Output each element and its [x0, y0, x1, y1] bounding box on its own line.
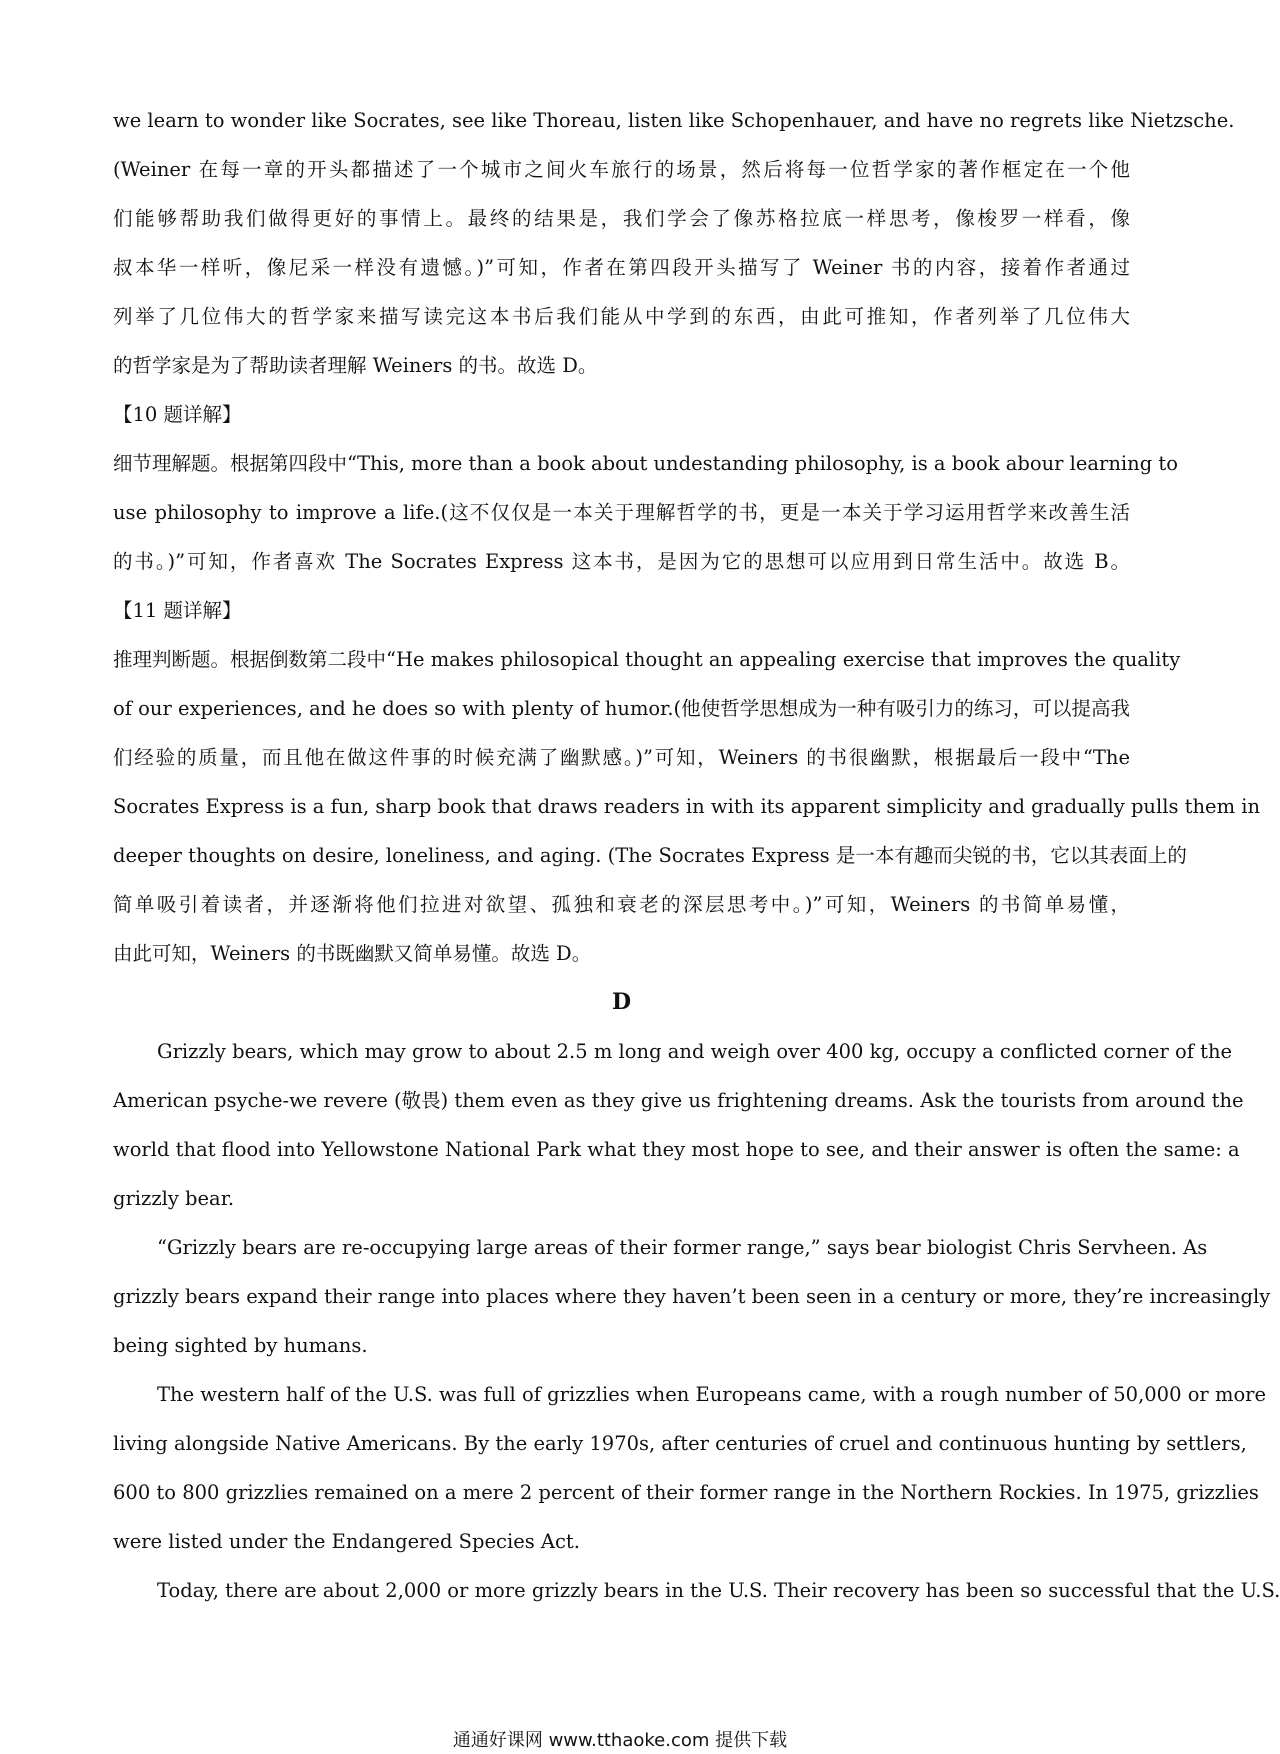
q11-heading: 【11 题详解】: [113, 599, 242, 622]
text-line: 列举了几位伟大的哲学家来描写读完这本书后我们能从中学到的东西，由此可推知，作者列举了几位伟大: [113, 305, 1130, 328]
text-line: grizzly bears expand their range into places where they haven’t been seen in a century or more, they’re increasingly: [113, 1285, 1271, 1308]
text-line: living alongside Native Americans. By the early 1970s, after centuries of cruel and continuous hunting by settlers,: [113, 1432, 1247, 1455]
text-line: 们能够帮助我们做得更好的事情上。最终的结果是，我们学会了像苏格拉底一样思考，像梭罗一样看，像: [113, 207, 1130, 230]
text-line: 推理判断题。根据倒数第二段中“He makes philosopical thought an appealing exercise that improves the quality: [113, 648, 1181, 671]
text-line: use philosophy to improve a life.(这不仅仅是一本关于理解哲学的书，更是一本关于学习运用哲学来改善生活: [113, 501, 1130, 524]
text-line: 由此可知，Weiners 的书既幽默又简单易懂。故选 D。: [113, 942, 592, 965]
text-line: we learn to wonder like Socrates, see like Thoreau, listen like Schopenhauer, and have no regrets like Nietzsche.: [113, 109, 1235, 132]
text-line: world that flood into Yellowstone National Park what they most hope to see, and their answer is often the same: a: [113, 1138, 1240, 1161]
text-line: American psyche-we revere (敬畏) them even as they give us frightening dreams. Ask the tourists from around the: [113, 1089, 1244, 1112]
document-page: [113, 96, 1280, 1615]
text-line: 600 to 800 grizzlies remained on a mere 2 percent of their former range in the Northern Rockies. In 1975, grizzlies: [113, 1481, 1259, 1504]
text-line: (Weiner 在每一章的开头都描述了一个城市之间火车旅行的场景，然后将每一位哲学家的著作框定在一个他: [113, 158, 1130, 181]
text-line: being sighted by humans.: [113, 1334, 368, 1357]
text-line: 简单吸引着读者，并逐渐将他们拉进对欲望、孤独和衰老的深层思考中。)”可知，Weiners 的书简单易懂，: [113, 893, 1130, 916]
text-line: 叔本华一样听，像尼采一样没有遗憾。)”可知，作者在第四段开头描写了 Weiner 书的内容，接着作者通过: [113, 256, 1130, 279]
text-line: The western half of the U.S. was full of grizzlies when Europeans came, with a rough number of 50,000 or more: [157, 1383, 1267, 1406]
text-line: “Grizzly bears are re-occupying large areas of their former range,” says bear biologist Chris Servheen. As: [157, 1236, 1208, 1259]
text-line: Socrates Express is a fun, sharp book that draws readers in with its apparent simplicity and gradually pulls them in: [113, 795, 1261, 818]
text-line: 们经验的质量，而且他在做这件事的时候充满了幽默感。)”可知，Weiners 的书很幽默，根据最后一段中“The: [113, 746, 1130, 769]
text-line: of our experiences, and he does so with plenty of humor.(他使哲学思想成为一种有吸引力的练习，可以提高我: [113, 697, 1130, 720]
text-line: deeper thoughts on desire, loneliness, and aging. (The Socrates Express 是一本有趣而尖锐的书，它以其表面上的: [113, 844, 1187, 867]
text-line: 的哲学家是为了帮助读者理解 Weiners 的书。故选 D。: [113, 354, 598, 377]
text-line: grizzly bear.: [113, 1187, 235, 1210]
section-title: D: [611, 989, 632, 1015]
page-footer: 通通好课网 www.tthaoke.com 提供下载: [452, 1730, 788, 1751]
text-line: Today, there are about 2,000 or more grizzly bears in the U.S. Their recovery has been so successful that the U.S.: [157, 1579, 1280, 1602]
text-line: 的书。)”可知，作者喜欢 The Socrates Express 这本书，是因为它的思想可以应用到日常生活中。故选 B。: [113, 550, 1130, 573]
text-line: Grizzly bears, which may grow to about 2.5 m long and weigh over 400 kg, occupy a conflicted corner of the: [157, 1040, 1233, 1063]
q10-heading: 【10 题详解】: [113, 403, 242, 426]
text-line: 细节理解题。根据第四段中“This, more than a book about undestanding philosophy, is a book abour learning to: [113, 452, 1178, 475]
text-line: were listed under the Endangered Species Act.: [113, 1530, 580, 1553]
